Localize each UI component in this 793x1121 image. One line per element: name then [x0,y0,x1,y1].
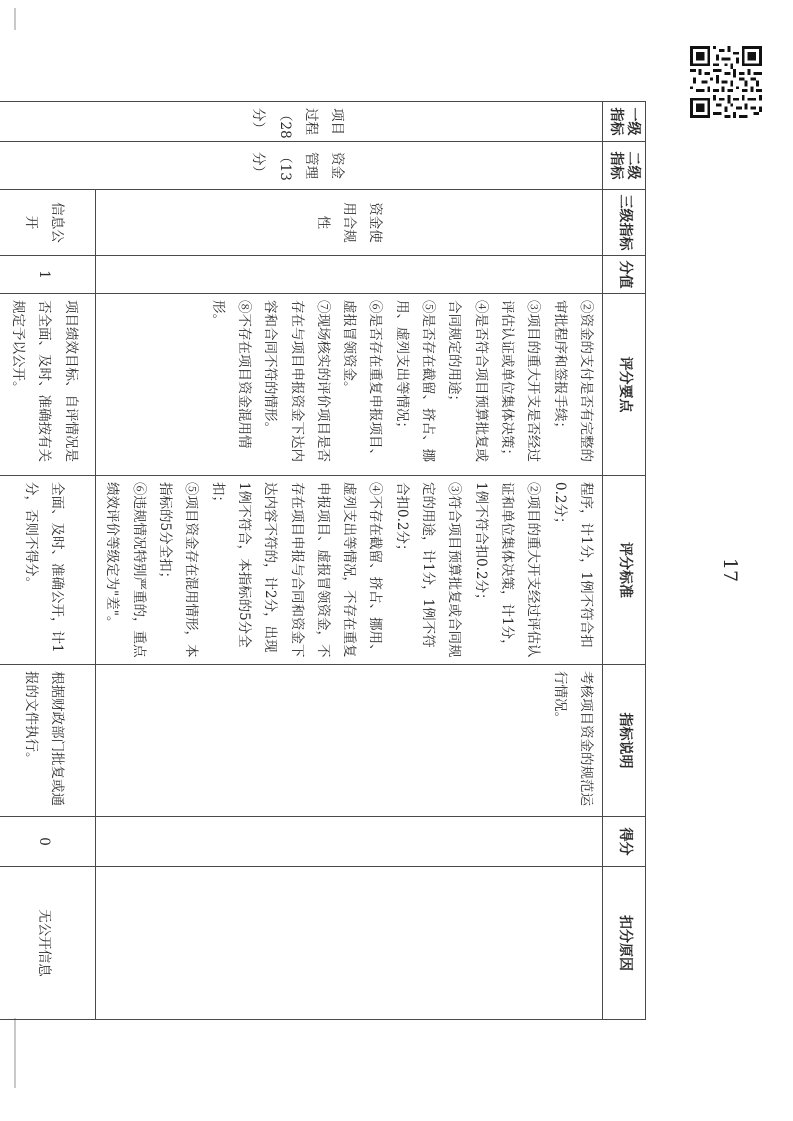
cell-score [96,817,603,867]
cell-level1: 项目过程（28分） [0,102,603,142]
standard-item: ③符合项目预算批复或合同规定的用途，计1分，1例不符合扣0.2分； [393,482,463,658]
key-point-item: ⑧不存在项目资金混用情形。 [209,300,252,449]
key-point-item: ⑦现场核实的评价项目是否存在与项目申报资金下达内容和合同不符的情形。 [262,300,331,462]
standard-item: ②项目的重大开支经过评估认证和单位集体决策，计1分，1例不符合扣0.2分； [472,482,542,658]
cell-deduction-reason [96,867,603,1020]
header-score: 得分 [603,817,646,867]
cell-level3: 资金使用合规性 [96,190,603,256]
cell-standard [96,476,603,665]
header-key-points: 评分要点 [603,294,646,476]
standard-item: ④不存在截留、挤占、挪用、虚列支出等情况，不存在重复申报项目、虚报冒领资金，不存在项目申报与合同和资金下达内容不符的，计2分，出现1例不符合，本指标的5分全扣； [209,482,384,658]
key-point-item: ④是否符合项目预算批复或合同规定的用途； [446,300,489,462]
page-number: 17 [719,557,741,583]
header-row [603,102,646,1020]
cell-standard: 全面、及时、准确公开，计1分，否则不得分。 [0,476,96,665]
standard-item: ⑥违规情况特别严重的，重点绩效评价等级定为"差"。 [104,482,147,658]
qr-code-icon [690,46,762,118]
header-level3: 三级指标 [603,190,646,256]
cell-description: 考核项目资金的规范运行情况。 [96,665,603,817]
qr-code [690,46,762,118]
header-standard: 评分标准 [603,476,646,665]
evaluation-table-rotated [9,101,646,1019]
scan-edge-mark [14,8,16,30]
key-point-item: ③项目的重大开支是否经过评估认证或单位集体决策； [499,300,542,462]
header-description: 指标说明 [603,665,646,817]
table-row [96,102,603,1020]
cell-score: 0 [0,817,96,867]
cell-deduction-reason: 无公开信息 [0,867,96,1020]
cell-level3: 信息公开 [0,190,96,256]
key-point-item: ⑤是否存在截留、挤占、挪用、虚列支出等情况； [393,300,437,462]
evaluation-table [0,101,646,1020]
header-level2: 二级指标 [603,142,646,190]
header-deduction-reason: 扣分原因 [603,867,646,1020]
cell-weight: 1 [0,256,96,294]
cell-level2: 资金管理（13分） [0,142,603,190]
key-point-item: ⑥是否存在重复申报项目、虚报冒领资金。 [341,300,384,462]
key-point-item: ②资金的支付是否有完整的审批程序和签报手续； [551,300,594,462]
cell-key-points [96,294,603,476]
cell-key-points: 项目绩效目标、自评情况是否全面、及时、准确按有关规定予以公开。 [0,294,96,476]
scan-edge-mark [14,1018,16,1088]
cell-weight [96,256,603,294]
standard-item: 程序，计1分，1例不符合扣0.2分； [551,482,594,648]
table-row [0,102,96,1020]
header-weight: 分值 [603,256,646,294]
header-level1: 一级指标 [603,102,646,142]
standard-item: ⑤项目资金存在混用情形，本指标的5分全扣； [157,482,200,658]
cell-description: 根据财政部门批复或通报的文件执行。 [0,665,96,817]
